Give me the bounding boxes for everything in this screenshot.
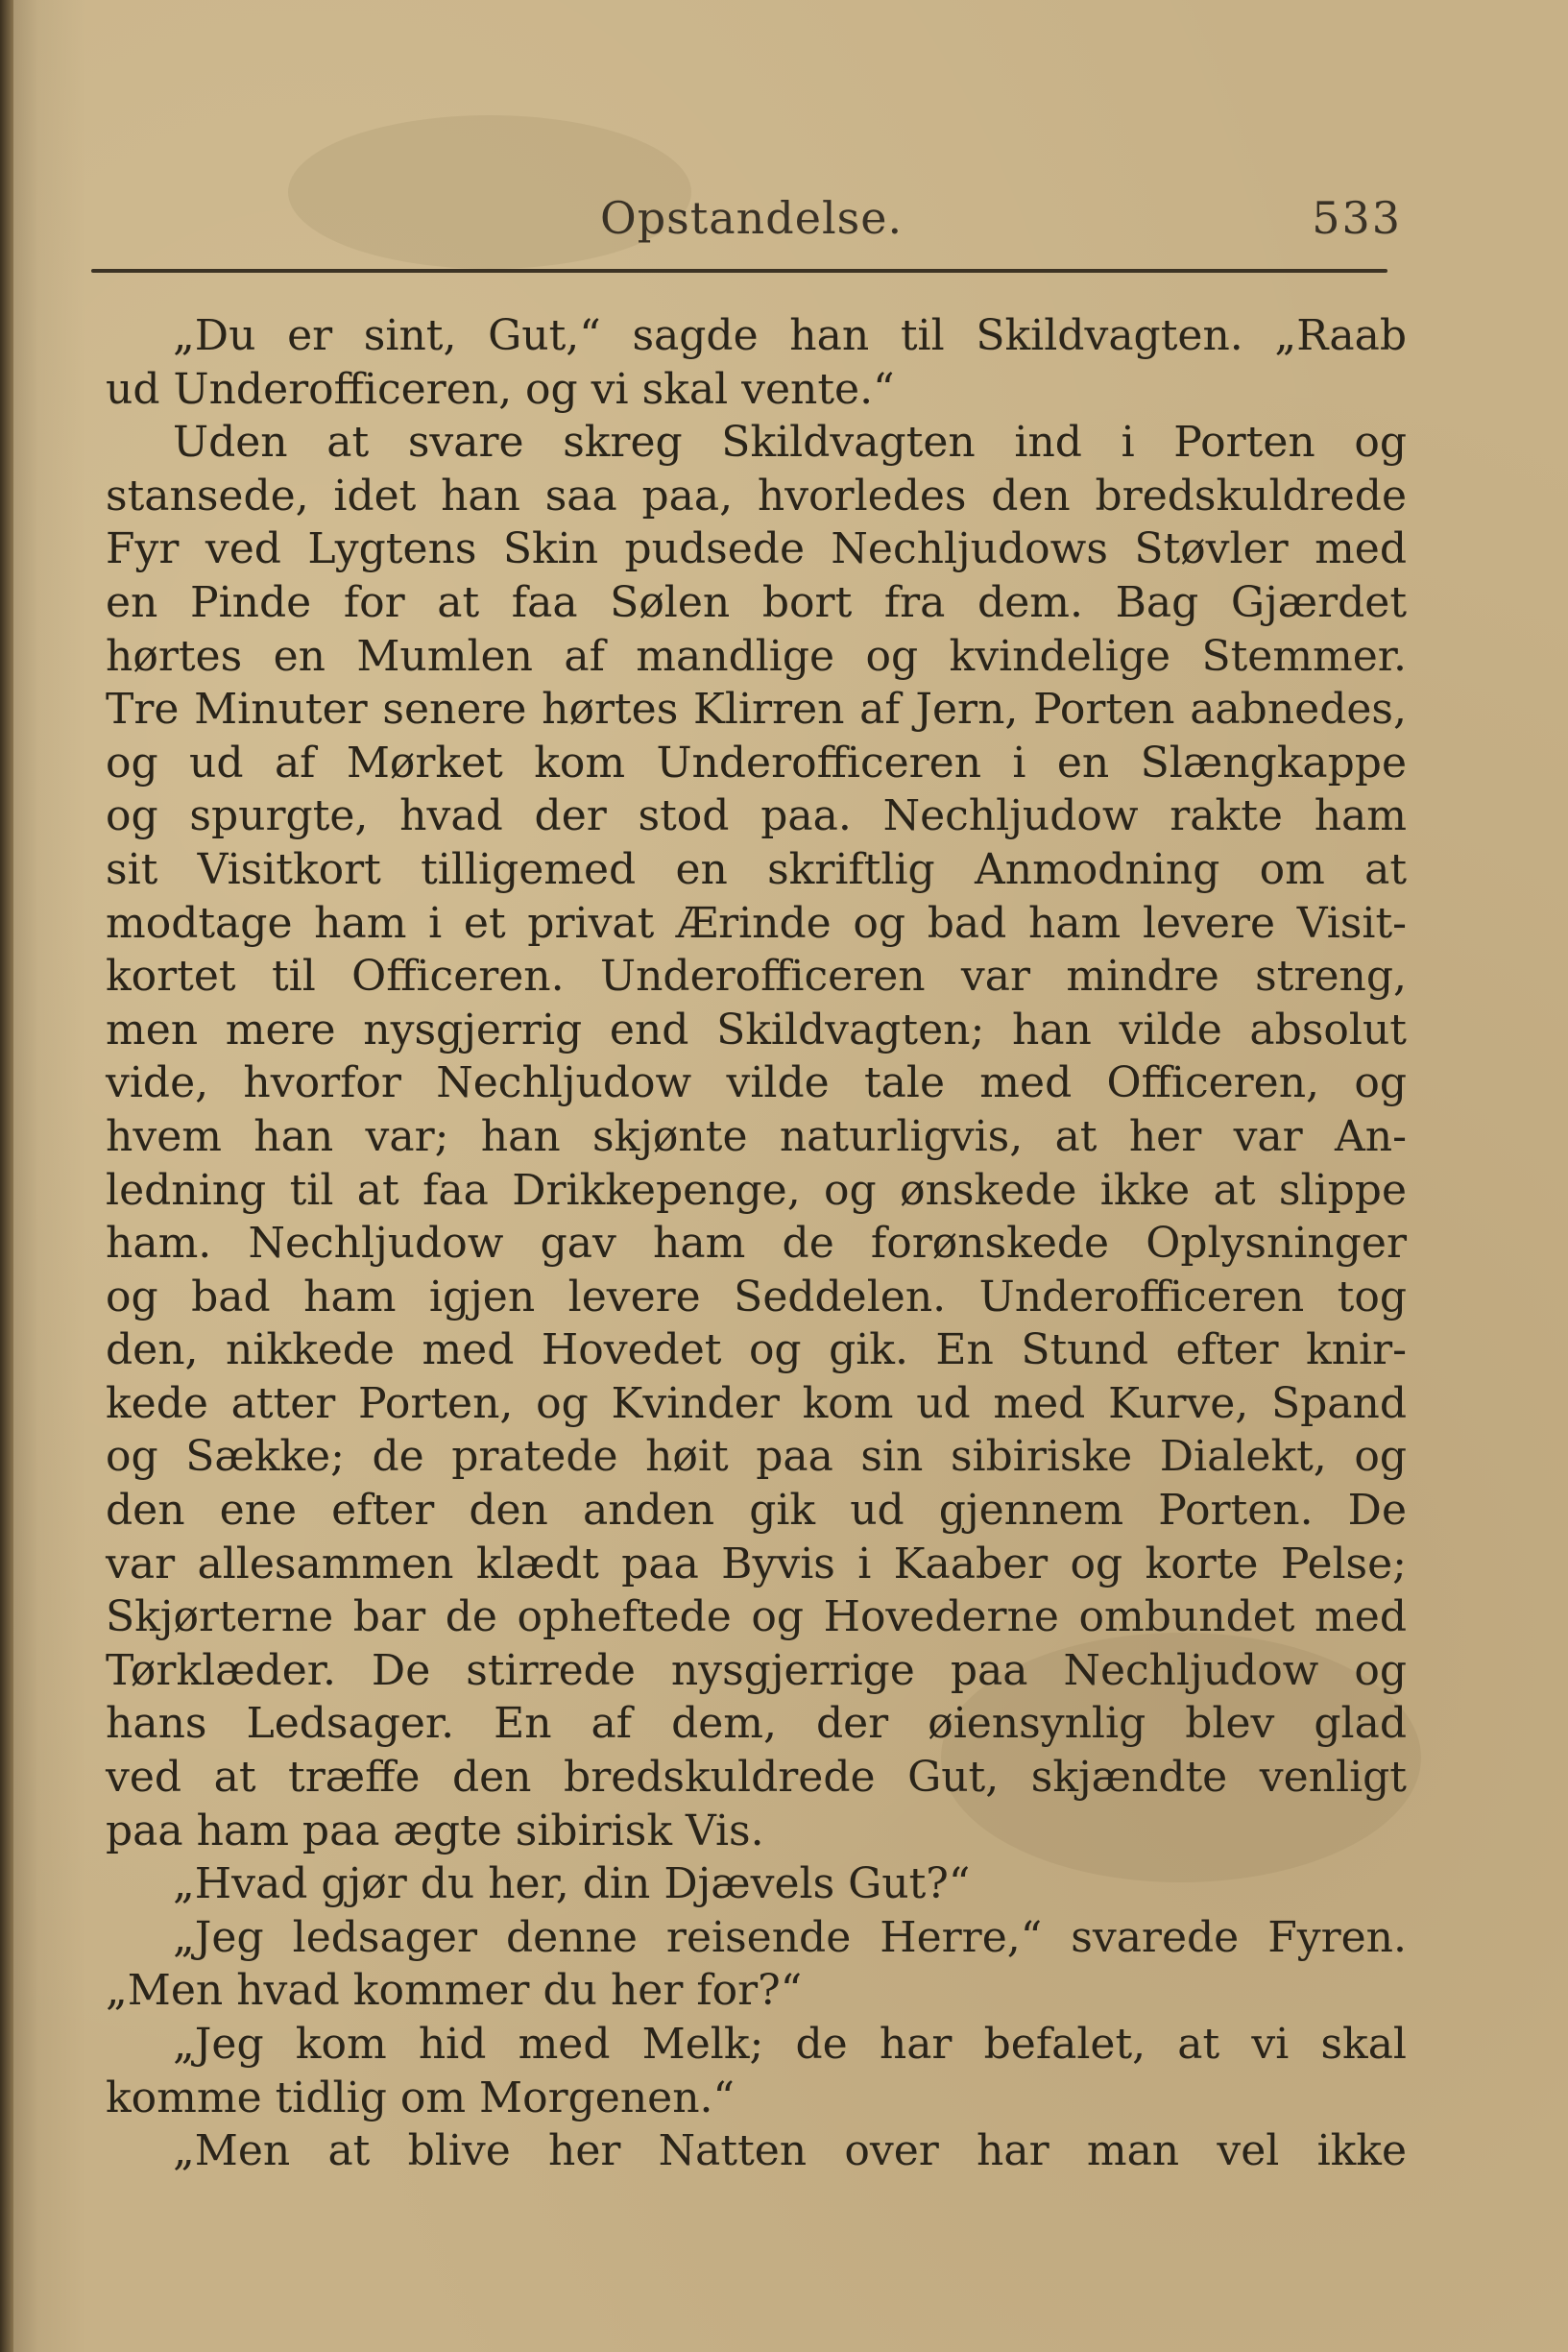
header-rule <box>91 269 1387 273</box>
text-line: ledning til at faa Drikkepenge, og ønskede ikke at slippe <box>106 1165 1407 1215</box>
text-line: kede atter Porten, og Kvinder kom ud med Kurve, Spand <box>106 1378 1407 1428</box>
text-line: ham. Nechljudow gav ham de forønskede Oplysninger <box>106 1219 1407 1269</box>
text-line: Fyr ved Lygtens Skin pudsede Nechljudows Støvler med <box>106 524 1407 574</box>
text-line: „Hvad gjør du her, din Djævels Gut?“ <box>173 1859 971 1909</box>
text-line: og Sække; de pratede høit paa sin sibiriske Dialekt, og <box>106 1432 1407 1482</box>
text-line: Tre Minuter senere hørtes Klirren af Jern, Porten aabnedes, <box>106 685 1407 735</box>
text-line: ud Underofficeren, og vi skal vente.“ <box>106 364 895 414</box>
text-line: stansede, idet han saa paa, hvorledes den bredskuldrede <box>106 471 1407 521</box>
text-line: og spurgte, hvad der stod paa. Nechljudow rakte ham <box>106 791 1407 841</box>
text-line: en Pinde for at faa Sølen bort fra dem. Bag Gjærdet <box>106 577 1407 627</box>
text-line: „Du er sint, Gut,“ sagde han til Skildvagten. „Raab <box>173 311 1407 360</box>
text-line: modtage ham i et privat Ærinde og bad ham levere Visit- <box>106 898 1407 948</box>
text-line: vide, hvorfor Nechljudow vilde tale med Officeren, og <box>106 1058 1407 1108</box>
text-line: den, nikkede med Hovedet og gik. En Stund efter knir- <box>106 1325 1407 1375</box>
running-title: Opstandelse. <box>600 192 904 244</box>
text-line: men mere nysgjerrig end Skildvagten; han vilde absolut <box>106 1005 1407 1055</box>
body-text <box>106 309 1407 2178</box>
text-line: „Men at blive her Natten over har man vel ikke <box>173 2126 1407 2176</box>
text-line: ved at træffe den bredskuldrede Gut, skjændte venligt <box>106 1753 1407 1803</box>
text-line: Tørklæder. De stirrede nysgjerrige paa Nechljudow og <box>106 1645 1407 1695</box>
text-line: komme tidlig om Morgenen.“ <box>106 2073 736 2122</box>
text-line: „Jeg ledsager denne reisende Herre,“ svarede Fyren. <box>173 1912 1407 1962</box>
running-head <box>91 192 1402 250</box>
text-line: var allesammen klædt paa Byvis i Kaaber og korte Pelse; <box>106 1539 1407 1588</box>
text-line: hans Ledsager. En af dem, der øiensynlig blev glad <box>106 1699 1407 1749</box>
text-line: sit Visitkort tilligemed en skriftlig Anmodning om at <box>106 844 1407 894</box>
text-line: „Jeg kom hid med Melk; de har befalet, at vi skal <box>173 2020 1407 2069</box>
text-line: Uden at svare skreg Skildvagten ind i Porten og <box>173 418 1407 468</box>
page-number: 533 <box>1312 192 1402 244</box>
text-line: hvem han var; han skjønte naturligvis, at her var An- <box>106 1111 1407 1161</box>
text-line: „Men hvad kommer du her for?“ <box>106 1966 803 2016</box>
text-line: hørtes en Mumlen af mandlige og kvindelige Stemmer. <box>106 631 1407 681</box>
text-line: paa ham paa ægte sibirisk Vis. <box>106 1806 764 1855</box>
text-line: og bad ham igjen levere Seddelen. Underofficeren tog <box>106 1272 1407 1321</box>
text-line: og ud af Mørket kom Underofficeren i en Slængkappe <box>106 738 1407 788</box>
text-line: kortet til Officeren. Underofficeren var mindre streng, <box>106 952 1407 1002</box>
text-line: den ene efter den anden gik ud gjennem Porten. De <box>106 1486 1407 1536</box>
text-line: Skjørterne bar de opheftede og Hovederne ombundet med <box>106 1592 1407 1642</box>
page-edge <box>0 0 13 2352</box>
